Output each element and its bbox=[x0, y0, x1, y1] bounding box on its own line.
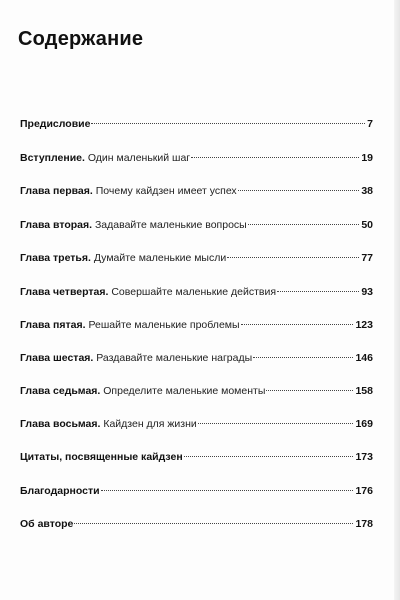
toc-entry-label bbox=[20, 184, 237, 198]
toc-entry bbox=[20, 484, 373, 498]
toc-chapter-name: Глава восьмая. bbox=[20, 418, 101, 430]
page-edge-shadow bbox=[394, 0, 400, 600]
dot-leader bbox=[253, 357, 353, 358]
toc-entry-label bbox=[20, 117, 90, 131]
toc-page-number: 77 bbox=[361, 252, 373, 264]
toc-entry bbox=[20, 384, 373, 398]
toc-page-number: 93 bbox=[361, 286, 373, 298]
toc-chapter-name: Вступление. bbox=[20, 152, 85, 164]
toc-chapter-name: Глава четвертая. bbox=[20, 286, 109, 298]
dot-leader bbox=[74, 523, 353, 524]
toc-entry bbox=[20, 285, 373, 299]
toc-entry bbox=[20, 184, 373, 198]
toc-chapter-name: Благодарности bbox=[20, 485, 100, 497]
dot-leader bbox=[238, 190, 360, 191]
toc-entry-label bbox=[20, 450, 183, 464]
dot-leader bbox=[184, 456, 354, 457]
dot-leader bbox=[241, 324, 354, 325]
toc-entry-label bbox=[20, 251, 226, 265]
dot-leader bbox=[191, 157, 359, 158]
toc-entry bbox=[20, 251, 373, 265]
toc-chapter-title: Совершайте маленькие действия bbox=[111, 286, 277, 298]
toc-chapter-name: Предисловие bbox=[20, 118, 91, 130]
toc-chapter-title: Задавайте маленькие вопросы bbox=[94, 219, 247, 231]
toc-entry-label bbox=[20, 517, 73, 531]
toc-entry-label bbox=[20, 318, 240, 332]
toc-page-number: 158 bbox=[355, 385, 373, 397]
toc-entry-label bbox=[20, 151, 190, 165]
dot-leader bbox=[91, 123, 365, 124]
toc-page-number: 38 bbox=[361, 185, 373, 197]
toc-entry-label bbox=[20, 351, 252, 365]
toc-page-number: 169 bbox=[355, 418, 373, 430]
toc-entry bbox=[20, 351, 373, 365]
dot-leader bbox=[248, 224, 360, 225]
toc-page-number: 123 bbox=[355, 319, 373, 331]
toc-entry bbox=[20, 450, 373, 464]
toc-entry bbox=[20, 117, 373, 131]
toc-page-number: 176 bbox=[355, 485, 373, 497]
toc-entry-label bbox=[20, 384, 265, 398]
toc-entry bbox=[20, 417, 373, 431]
dot-leader bbox=[101, 490, 354, 491]
toc-entry bbox=[20, 151, 373, 165]
toc-entry-label bbox=[20, 417, 197, 431]
dot-leader bbox=[198, 423, 354, 424]
toc-chapter-title: Кайдзен для жизни bbox=[103, 418, 197, 430]
toc-chapter-title: Почему кайдзен имеет успех bbox=[95, 185, 237, 197]
dot-leader bbox=[227, 257, 359, 258]
dot-leader bbox=[266, 390, 353, 391]
toc-chapter-title: Один маленький шаг bbox=[87, 152, 191, 164]
page-title: Содержание bbox=[18, 28, 144, 50]
toc-chapter-name: Цитаты, посвященные кайдзен bbox=[20, 451, 183, 463]
toc-entry-label bbox=[20, 218, 247, 232]
toc-page-number: 7 bbox=[367, 118, 373, 130]
toc-chapter-name: Глава третья. bbox=[20, 252, 91, 264]
toc-entry bbox=[20, 318, 373, 332]
toc-chapter-name: Глава первая. bbox=[20, 185, 93, 197]
toc-entry bbox=[20, 218, 373, 232]
toc-chapter-title: Решайте маленькие проблемы bbox=[88, 319, 240, 331]
toc-page-number: 50 bbox=[361, 219, 373, 231]
toc-entry-label bbox=[20, 285, 276, 299]
toc-chapter-title: Думайте маленькие мысли bbox=[93, 252, 227, 264]
toc-chapter-name: Глава седьмая. bbox=[20, 385, 101, 397]
toc-chapter-title: Определите маленькие моменты bbox=[103, 385, 266, 397]
toc-chapter-name: Глава вторая. bbox=[20, 219, 93, 231]
toc-chapter-title: Раздавайте маленькие награды bbox=[96, 352, 253, 364]
toc-chapter-name: Глава шестая. bbox=[20, 352, 94, 364]
toc-page-number: 173 bbox=[355, 451, 373, 463]
toc-chapter-name: Об авторе bbox=[20, 518, 74, 530]
toc-entry-label bbox=[20, 484, 100, 498]
toc-page-number: 146 bbox=[355, 352, 373, 364]
dot-leader bbox=[277, 291, 359, 292]
toc-chapter-name: Глава пятая. bbox=[20, 319, 86, 331]
toc-page-number: 19 bbox=[361, 152, 373, 164]
toc-entry bbox=[20, 517, 373, 531]
toc-page-number: 178 bbox=[355, 518, 373, 530]
